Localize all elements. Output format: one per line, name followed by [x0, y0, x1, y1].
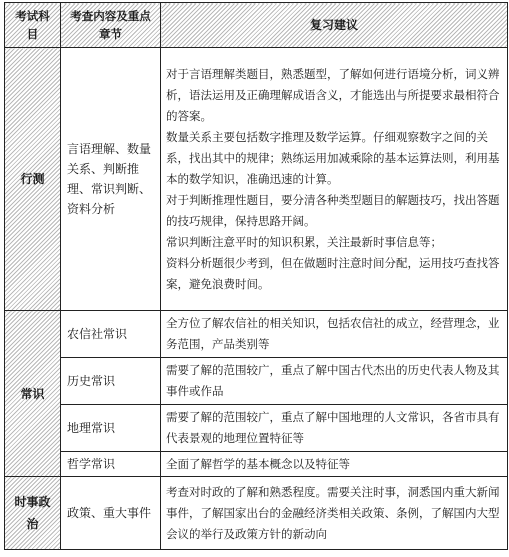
- table-row: [5, 477, 508, 550]
- topic-cell: 政策、重大事件: [61, 477, 161, 550]
- category-changshi: 常识: [5, 311, 61, 477]
- header-row: [5, 3, 508, 48]
- topic-cell: 农信社常识: [61, 311, 161, 358]
- topic-cell: 地理常识: [61, 405, 161, 452]
- topic-cell: 历史常识: [61, 358, 161, 405]
- advice-cell: 需要了解的范围较广，重点了解中国古代杰出的历史代表人物及其事件或作品: [161, 358, 508, 405]
- advice-cell: 考查对时政的了解和熟悉程度。需要关注时事，洞悉国内重大新闻事件，了解国家出台的金融经济类相关政策、条例，了解国内大型会议的举行及政策方针的新动向: [161, 477, 508, 550]
- topic-cell: 哲学常识: [61, 452, 161, 477]
- advice-cell: 全面了解哲学的基本概念以及特征等: [161, 452, 508, 477]
- advice-paragraph: 数量关系主要包括数字推理及数学运算。仔细观察数字之间的关系，找出其中的规律；熟练运用加减乘除的基本运算法则，利用基本的数学知识，准确迅速的计算。: [166, 129, 500, 186]
- header-advice: 复习建议: [161, 3, 508, 48]
- table-row: [5, 405, 508, 452]
- category-shishi: 时事政治: [5, 477, 61, 550]
- table-row: [5, 311, 508, 358]
- advice-paragraph: 对于判断推理性题目，要分清各种类型题目的解题技巧，找出答题的技巧规律，保持思路开阔。: [166, 192, 500, 228]
- advice-cell: 全方位了解农信社的相关知识，包括农信社的成立，经营理念，业务范围，产品类别等: [161, 311, 508, 358]
- advice-paragraph: 资料分析题很少考到，但在做题时注意时间分配，运用技巧查找答案，避免浪费时间。: [166, 255, 500, 291]
- topic-cell: 言语理解、数量关系、判断推理、常识判断、资料分析: [61, 48, 161, 311]
- header-subject: 考试科目: [5, 3, 61, 48]
- table-row: [5, 358, 508, 405]
- table-row: [5, 48, 508, 311]
- advice-cell: 需要了解的范围较广，重点了解中国地理的人文常识，各省市具有代表景观的地理位置特征等: [161, 405, 508, 452]
- advice-paragraph: 常识判断注意平时的知识积累，关注最新时事信息等；: [166, 234, 442, 249]
- advice-cell: [161, 48, 508, 311]
- category-xingce: 行测: [5, 48, 61, 311]
- table-row: [5, 452, 508, 477]
- header-content: 考查内容及重点章节: [61, 3, 161, 48]
- advice-paragraph: 对于言语理解类题目，熟悉题型，了解如何进行语境分析，词义辨析，语法运用及正确理解成语含义，才能选出与所提要求最相符合的答案。: [166, 66, 500, 123]
- study-plan-table: [4, 2, 508, 550]
